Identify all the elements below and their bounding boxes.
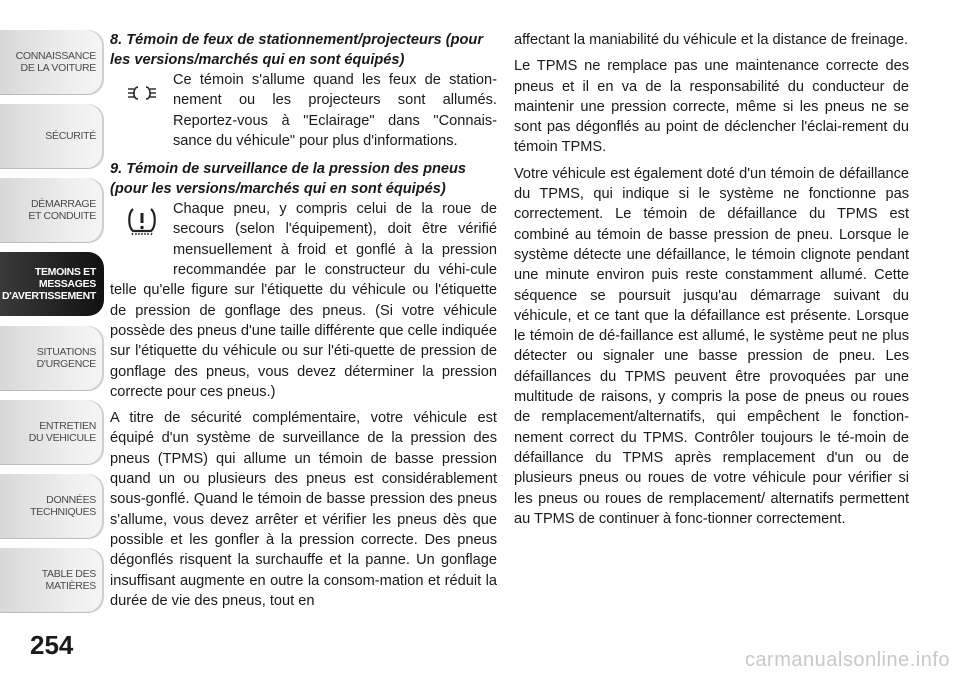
- right-column: [514, 30, 909, 529]
- tab-label: DONNÉES TECHNIQUES: [30, 494, 96, 518]
- tab-securite[interactable]: [0, 104, 104, 168]
- tab-label: SÉCURITÉ: [45, 130, 96, 142]
- tab-demarrage[interactable]: [0, 178, 104, 242]
- tab-temoins[interactable]: [0, 252, 104, 316]
- parking-lights-item: [110, 70, 497, 151]
- right-paragraph-1: affectant la maniabilité du véhicule et la distance de freinage.: [514, 32, 909, 48]
- tab-label: ENTRETIEN DU VEHICULE: [28, 420, 96, 444]
- tab-label: CONNAISSANCE DE LA VOITURE: [15, 50, 96, 74]
- page-number: 254: [30, 630, 74, 660]
- tab-entretien[interactable]: [0, 400, 104, 464]
- tab-label: DÉMARRAGE ET CONDUITE: [28, 198, 96, 222]
- tpms-item: [110, 199, 497, 402]
- left-column: [110, 30, 497, 611]
- right-paragraph-3: Votre véhicule est également doté d'un témoin de défaillance du TPMS, qui indique si le système ne fonctionne pas correctement. Le témoin de défaillance du TPMS est combiné au témoin de basse pression de pneu. Lorsque le système détecte une défaillance, le témoin clignote pendant une minute environ puis reste constamment allumé. Cette séquence se poursuit jusqu'au démarrage suivant du véhicule, et ce tant que la défaillance est présente. Lorsque le témoin de dé-faillance est allumé, le système peut ne plus détecter ou signaler une basse pression de pneu. Les défaillances du TPMS peuvent être provoquées par une multitude de raisons, y compris la pose de pneus ou roues de remplacement/alternatifs, qui empêchent le fonction-nement correct du TPMS. Contrôler toujours le té-moin de défaillance du TPMS après remplacement d'un ou de plusieurs pneus ou roues de votre véhicule pour vérifier si les pneus ou roues de remplacement/ alternatifs permettent au TPMS de continuer à fonc-tionner correctement.: [514, 165, 909, 527]
- tpms-text: Chaque pneu, y compris celui de la roue de secours (selon l'équipement), doit être vérifié mensuellement à froid et gonflé à la pression recommandée par le constructeur du véhi-cule telle qu'elle figure sur l'étiquette du véhicule ou l'étiquette de pression de gonflage des pneus. (Si votre véhicule possède des pneus d'une taille différente que celle indiquée sur l'étiquette du véhicule ou sur l'éti-quette de pression de gonflage des pneus, vous devez déterminer la pression correcte pour ces pneus.): [110, 201, 497, 400]
- watermark: carmanualsonline.info: [744, 649, 950, 671]
- tpms-warning-icon: [110, 199, 173, 261]
- tab-label: TEMOINS ET MESSAGES D'AVERTISSEMENT: [1, 266, 96, 302]
- tab-label: TABLE DES MATIÈRES: [41, 568, 96, 592]
- parking-lights-text: Ce témoin s'allume quand les feux de station-nement ou les projecteurs sont allumés. Reportez-vous à "Eclairage" dans "Connais-sance du véhicule" pour plus d'informations.: [173, 72, 497, 149]
- heading-tpms: 9. Témoin de surveillance de la pression des pneus (pour les versions/marchés qui en sont équipés): [110, 161, 467, 198]
- tab-label: SITUATIONS D'URGENCE: [36, 346, 96, 370]
- parking-lights-icon: [110, 70, 173, 151]
- heading-parking-lights: 8. Témoin de feux de stationnement/projecteurs (pour les versions/marchés qui en sont équipés): [110, 32, 484, 68]
- tab-table-des-matieres[interactable]: [0, 548, 104, 612]
- tab-connaissance[interactable]: [0, 30, 104, 94]
- tab-situations[interactable]: [0, 326, 104, 390]
- right-paragraph-2: Le TPMS ne remplace pas une maintenance correcte des pneus et il en va de la responsabilité du conducteur de maintenir une pression correcte, même si les pneus ne se sont pas dégonflés au point de déclencher l'éclai-rement du témoin TPMS.: [514, 58, 909, 156]
- tab-donnees[interactable]: [0, 474, 104, 538]
- tpms-safety-paragraph: A titre de sécurité complémentaire, votre véhicule est équipé d'un système de surveillance de la pression des pneus (TPMS) qui allume un témoin de basse pression quand un ou plusieurs des pneus est considérablement sous-gonflé. Quand le témoin de basse pression des pneus s'allume, vous devez arrêter et vérifier les pneus dès que possible et les gonfler à la pression correcte. Des pneus dégonflés risquent la surchauffe et la panne. Un gonflage insuffisant augmente en outre la consom-mation et réduit la durée de vie des pneus, tout en: [110, 410, 497, 609]
